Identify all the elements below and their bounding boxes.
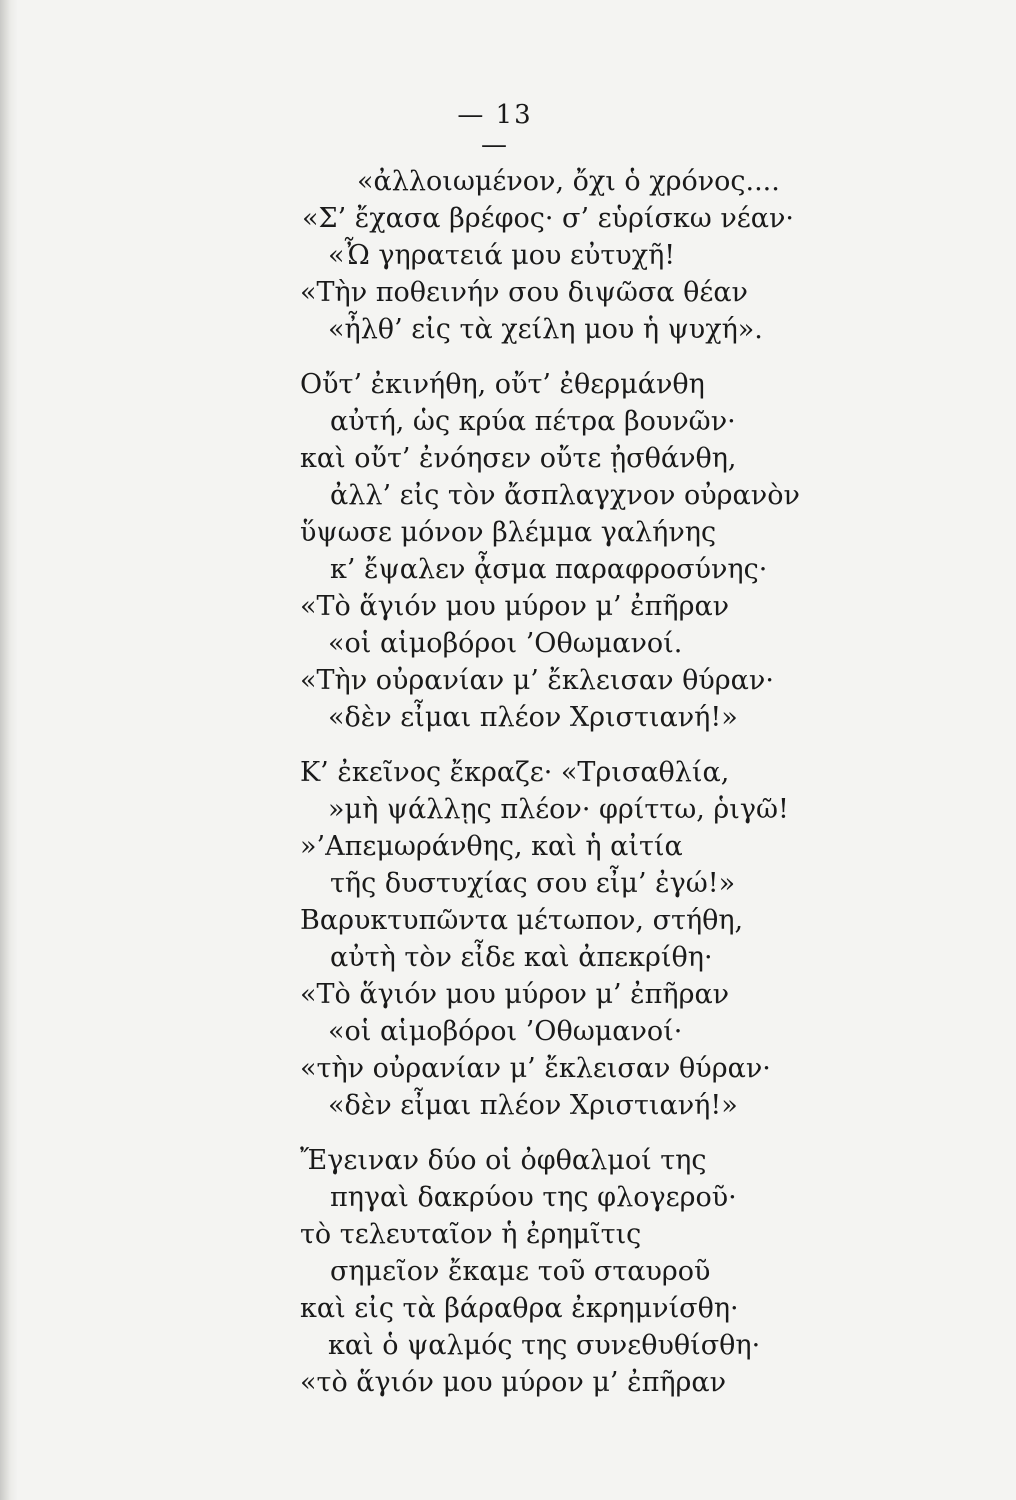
poem-line: τὸ τελευταῖον ἡ ἐρημῖτις [300, 1219, 642, 1250]
poem-line: «Τὸ ἅγιόν μου μύρον μ’ ἐπῆραν [300, 979, 730, 1010]
poem-line: Κ’ ἐκεῖνος ἔκραζε· «Τρισαθλία, [300, 757, 730, 788]
poem-line: ἀλλ’ εἰς τὸν ἄσπλαγχνον οὐρανὸν [330, 480, 800, 511]
poem-line: »μὴ ψάλλῃς πλέον· φρίττω, ῥιγῶ! [328, 794, 789, 825]
poem-line: «Τὸ ἅγιόν μου μύρον μ’ ἐπῆραν [300, 591, 730, 622]
poem-line: «ἦλθ’ εἰς τὰ χείλη μου ἡ ψυχή». [328, 314, 763, 345]
poem-line: «δὲν εἶμαι πλέον Χριστιανή!» [328, 1090, 738, 1121]
poem-line: αὐτὴ τὸν εἶδε καὶ ἀπεκρίθη· [330, 942, 713, 973]
poem-line: ὕψωσε μόνον βλέμμα γαλήνης [300, 517, 717, 548]
poem-line: «οἱ αἱμοβόροι ’Οθωμανοί. [328, 628, 683, 659]
poem-line: «Τὴν οὐρανίαν μ’ ἔκλεισαν θύραν· [300, 665, 774, 696]
poem-line: «Σ’ ἔχασα βρέφος· σ’ εὑρίσκω νέαν· [302, 203, 795, 234]
poem-line: Ἔγειναν δύο οἱ ὀφθαλμοί της [300, 1145, 707, 1176]
poem-line: καὶ ὁ ψαλμός της συνεθυθίσθη· [328, 1330, 761, 1361]
poem-line: «Ὦ γηρατειά μου εὐτυχῆ! [328, 240, 676, 271]
poem-line: Οὔτ’ ἐκινήθη, οὔτ’ ἐθερμάνθη [300, 369, 705, 400]
poem-line: καὶ εἰς τὰ βάραθρα ἐκρημνίσθη· [300, 1293, 739, 1324]
poem-line: πηγαὶ δακρύου της φλογεροῦ· [330, 1182, 737, 1213]
poem-line: σημεῖον ἔκαμε τοῦ σταυροῦ [330, 1256, 711, 1287]
poem-line: «τὴν οὐρανίαν μ’ ἔκλεισαν θύραν· [300, 1053, 771, 1084]
poem-line: «ἀλλοιωμένον, ὄχι ὁ χρόνος.... [357, 166, 780, 197]
page-number: — 13 — [457, 100, 533, 160]
poem-line: κ’ ἔψαλεν ᾆσμα παραφροσύνης· [330, 554, 768, 585]
poem-line: καὶ οὔτ’ ἐνόησεν οὔτε ᾐσθάνθη, [300, 443, 737, 474]
poem-line: «Τὴν ποθεινήν σου διψῶσα θέαν [300, 277, 748, 308]
poem-line: «τὸ ἅγιόν μου μύρον μ’ ἐπῆραν [300, 1367, 727, 1398]
poem-line: Βαρυκτυπῶντα μέτωπον, στήθη, [300, 905, 744, 936]
poem-line: »’Απεμωράνθης, καὶ ἡ αἰτία [300, 831, 683, 862]
poem-line: «δὲν εἶμαι πλέον Χριστιανή!» [328, 702, 738, 733]
poem-line: «οἱ αἱμοβόροι ’Οθωμανοί· [328, 1016, 683, 1047]
poem-line: αὐτή, ὡς κρύα πέτρα βουνῶν· [330, 406, 736, 437]
page-binding-edge [0, 0, 18, 1500]
poem-line: τῆς δυστυχίας σου εἶμ’ ἐγώ!» [330, 868, 736, 899]
